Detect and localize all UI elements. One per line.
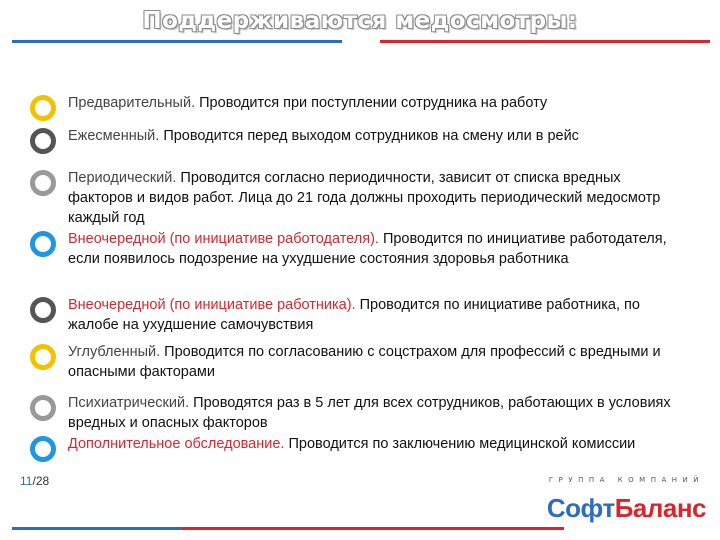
company-tagline: ГРУППА КОМПАНИЙ bbox=[548, 476, 704, 484]
bullet-circle-icon bbox=[30, 436, 56, 462]
page-total: 28 bbox=[35, 474, 50, 488]
list-item-body: Проводится по инициативе работника, по жалобе на ухудшение самочувствия bbox=[68, 297, 640, 333]
list-item-lead: Психиатрический. bbox=[68, 395, 190, 411]
list-item-body: Проводится перед выходом сотрудников на смену или в рейс bbox=[159, 128, 579, 144]
page-number bbox=[20, 474, 49, 488]
list-item-text bbox=[68, 93, 688, 113]
list-item-text bbox=[68, 434, 688, 454]
softbalance-logo bbox=[547, 493, 706, 524]
list-item-lead: Дополнительное обследование. bbox=[68, 436, 285, 452]
list-item-body: Проводится по заключению медицинской комиссии bbox=[284, 436, 636, 452]
list-item-lead: Предварительный. bbox=[68, 95, 196, 111]
page-title: Поддерживаются медосмотры: bbox=[142, 8, 578, 34]
list-item-lead: Периодический. bbox=[68, 170, 177, 186]
list-item-body: Проводятся раз в 5 лет для всех сотрудников, работающих в условиях вредных и опасных факторов bbox=[68, 395, 671, 431]
header-divider-blue bbox=[12, 40, 342, 43]
page-separator: / bbox=[32, 474, 36, 488]
bullet-circle-icon bbox=[30, 344, 56, 370]
header-divider-red bbox=[380, 40, 710, 43]
list-item-body: Проводится по согласованию с соцстрахом для профессий с вредными и опасными факторами bbox=[68, 344, 661, 380]
list-item-text bbox=[68, 393, 688, 433]
bullet-circle-icon bbox=[30, 395, 56, 421]
list-item-body: Проводится согласно периодичности, зависит от списка вредных факторов и видов работ. Лица до 21 года должны проходить периодический медосмотр каждый год bbox=[68, 170, 661, 226]
list-item-body: Проводится при поступлении сотрудника на работу bbox=[195, 95, 548, 111]
list-item-lead: Внеочередной (по инициативе работодателя). bbox=[68, 231, 379, 247]
bullet-circle-icon bbox=[30, 231, 56, 257]
list-item-lead: Внеочередной (по инициативе работника). bbox=[68, 297, 356, 313]
bullet-circle-icon bbox=[30, 95, 56, 121]
list-item-text bbox=[68, 229, 688, 269]
footer-divider-red bbox=[182, 527, 564, 530]
logo-part-balance: Баланс bbox=[614, 493, 706, 523]
bullet-circle-icon bbox=[30, 170, 56, 196]
page-current: 11 bbox=[20, 474, 33, 488]
list-item-body: Проводится по инициативе работодателя, если появилось подозрение на ухудшение состояния здоровья работника bbox=[68, 231, 667, 267]
logo-part-soft: Софт bbox=[546, 493, 615, 523]
list-item-text bbox=[68, 342, 688, 382]
list-item-lead: Ежесменный. bbox=[68, 128, 160, 144]
list-item-text bbox=[68, 126, 688, 146]
bullet-circle-icon bbox=[30, 297, 56, 323]
bullet-circle-icon bbox=[30, 128, 56, 154]
footer-divider-blue bbox=[12, 527, 182, 530]
list-item-text bbox=[68, 295, 688, 335]
list-item-text bbox=[68, 168, 688, 228]
list-item-lead: Углубленный. bbox=[68, 344, 161, 360]
